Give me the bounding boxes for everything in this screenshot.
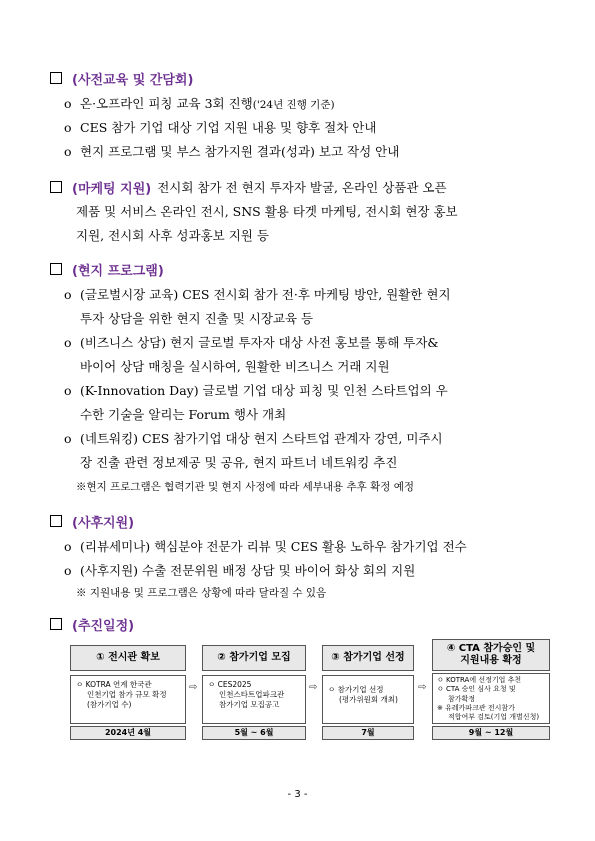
- section-title: (추진일정): [72, 618, 135, 634]
- bullet-text: (네트워킹) CES 참가기업 대상 현지 스타트업 관계자 강연, 미주시: [80, 431, 443, 446]
- bullet-text: (사후지원) 수출 전문위원 배정 상담 및 바이어 화상 회의 지원: [80, 563, 416, 578]
- stage-4-period: 9월 ~ 12월: [432, 726, 550, 740]
- bullet-text: (K-Innovation Day) 글로벌 기업 대상 피칭 및 인천 스타트업의 우: [80, 383, 448, 398]
- section-heading-follow-up: [50, 511, 134, 531]
- bullet-marker: o: [64, 96, 72, 111]
- footnote: ※ 지원내용 및 프로그램은 상황에 따라 달라질 수 있음: [76, 587, 327, 599]
- stage-text: 참가기업 모집공고: [219, 700, 280, 709]
- stage-text: ㅇ KOTRA에 선정기업 추천: [437, 676, 522, 684]
- stage-4-body: [432, 673, 550, 724]
- stage-text: 참가확정: [448, 694, 476, 703]
- stage-1-body: [70, 675, 186, 724]
- stage-2-header: ② 참가기업 모집: [202, 645, 306, 671]
- stage-text: (평가위원회 개최): [339, 695, 398, 704]
- section-heading-pre-education: [50, 68, 193, 88]
- stage-text: ㅇ 참가기업 선정: [328, 685, 384, 694]
- checkbox-square-icon: [50, 72, 62, 84]
- bullet-item: [64, 140, 399, 164]
- stage-text: 적합여부 검토(기업 개별신청): [448, 713, 540, 722]
- bullet-text: 현지 프로그램 및 부스 참가지원 결과(성과) 보고 작성 안내: [80, 144, 400, 159]
- bullet-item: [64, 283, 451, 307]
- checkbox-square-icon: [50, 515, 62, 527]
- bullet-marker: o: [64, 563, 72, 578]
- checkbox-square-icon: [50, 181, 62, 193]
- bullet-marker: o: [64, 144, 72, 159]
- stage-text: ㅇ CTA 승인 심사 요청 및: [437, 685, 516, 694]
- checkbox-square-icon: [50, 618, 62, 630]
- bullet-text: (리뷰세미나) 핵심분야 전문가 리뷰 및 CES 활용 노하우 참가기업 전수: [80, 539, 467, 554]
- stage-1-period: 2024년 4월: [70, 726, 186, 740]
- bullet-item: [64, 379, 448, 403]
- stage-header-line: ④ CTA 참가승인 및: [446, 643, 536, 654]
- bullet-marker: o: [64, 431, 72, 446]
- stage-header-line: 지원내용 확정: [460, 655, 522, 666]
- paragraph-line: 지원, 전시회 사후 성과홍보 지원 등: [76, 228, 269, 243]
- stage-text: ㅇ CES2025: [208, 680, 252, 689]
- bullet-marker: o: [64, 287, 72, 302]
- bullet-marker: o: [64, 383, 72, 398]
- flow-arrow-icon: ⇨: [189, 682, 198, 693]
- stage-text: ※ 유레카파크관 전시참가: [437, 703, 515, 712]
- stage-1-header: ① 전시관 확보: [70, 645, 186, 671]
- bullet-continuation: 바이어 상담 매칭을 실시하여, 원활한 비즈니스 거래 지원: [80, 359, 390, 374]
- bullet-item: [64, 535, 467, 559]
- section-intro-text: 전시회 참가 전 현지 투자자 발굴, 온라인 상품관 오픈: [157, 180, 447, 195]
- bullet-item: [64, 116, 376, 140]
- paragraph-line: 제품 및 서비스 온라인 전시, SNS 활용 타겟 마케팅, 전시회 현장 홍보: [76, 204, 458, 219]
- bullet-text: 온·오프라인 피칭 교육 3회 진행: [80, 96, 253, 111]
- stage-2-period: 5월 ~ 6월: [202, 726, 306, 740]
- section-title: (현지 프로그램): [72, 263, 164, 279]
- section-title: (마케팅 지원): [72, 181, 152, 197]
- bullet-marker: o: [64, 335, 72, 350]
- bullet-continuation: 투자 상담을 위한 현지 진출 및 시장교육 등: [80, 311, 314, 326]
- flow-arrow-icon: ⇨: [418, 682, 427, 693]
- bullet-text: CES 참가 기업 대상 기업 지원 내용 및 향후 절차 안내: [80, 120, 377, 135]
- bullet-marker: o: [64, 539, 72, 554]
- stage-text: (참가기업 수): [87, 700, 132, 709]
- bullet-item: [64, 427, 443, 451]
- bullet-item: [64, 92, 335, 117]
- footnote: ※현지 프로그램은 협력기관 및 현지 사정에 따라 세부내용 추후 확정 예정: [76, 481, 415, 493]
- section-title: (사후지원): [72, 515, 135, 531]
- stage-3-body: [322, 675, 414, 724]
- bullet-marker: o: [64, 120, 72, 135]
- bullet-item: [64, 559, 415, 583]
- bullet-text: (비즈니스 상담) 현지 글로벌 투자자 대상 사전 홍보를 통해 투자&: [80, 335, 439, 350]
- bullet-continuation: 수한 기술을 알리는 Forum 행사 개최: [80, 407, 287, 422]
- stage-text: ㅇ KOTRA 연계 한국관: [76, 680, 152, 689]
- stage-text: 인천스타트업파크관: [219, 690, 285, 699]
- section-heading-local-program: [50, 259, 164, 279]
- checkbox-square-icon: [50, 263, 62, 275]
- flow-arrow-icon: ⇨: [309, 682, 318, 693]
- stage-3-period: 7월: [322, 726, 414, 740]
- stage-text: 인천기업 참가 규모 확정: [87, 690, 167, 699]
- section-heading-schedule: [50, 614, 134, 634]
- stage-3-header: ③ 참가기업 선정: [322, 645, 414, 671]
- stage-2-body: [202, 675, 306, 724]
- bullet-continuation: 장 진출 관련 정보제공 및 공유, 현지 파트너 네트워킹 추진: [80, 455, 398, 470]
- section-title: (사전교육 및 간담회): [72, 72, 194, 88]
- bullet-item: [64, 331, 439, 355]
- bullet-text: (글로벌시장 교육) CES 전시회 참가 전·후 마케팅 방안, 원활한 현지: [80, 287, 451, 302]
- stage-4-header: [432, 639, 550, 671]
- section-heading-marketing: [50, 177, 447, 197]
- page-number: - 3 -: [287, 789, 308, 800]
- bullet-suffix: ('24년 진행 기준): [252, 99, 335, 111]
